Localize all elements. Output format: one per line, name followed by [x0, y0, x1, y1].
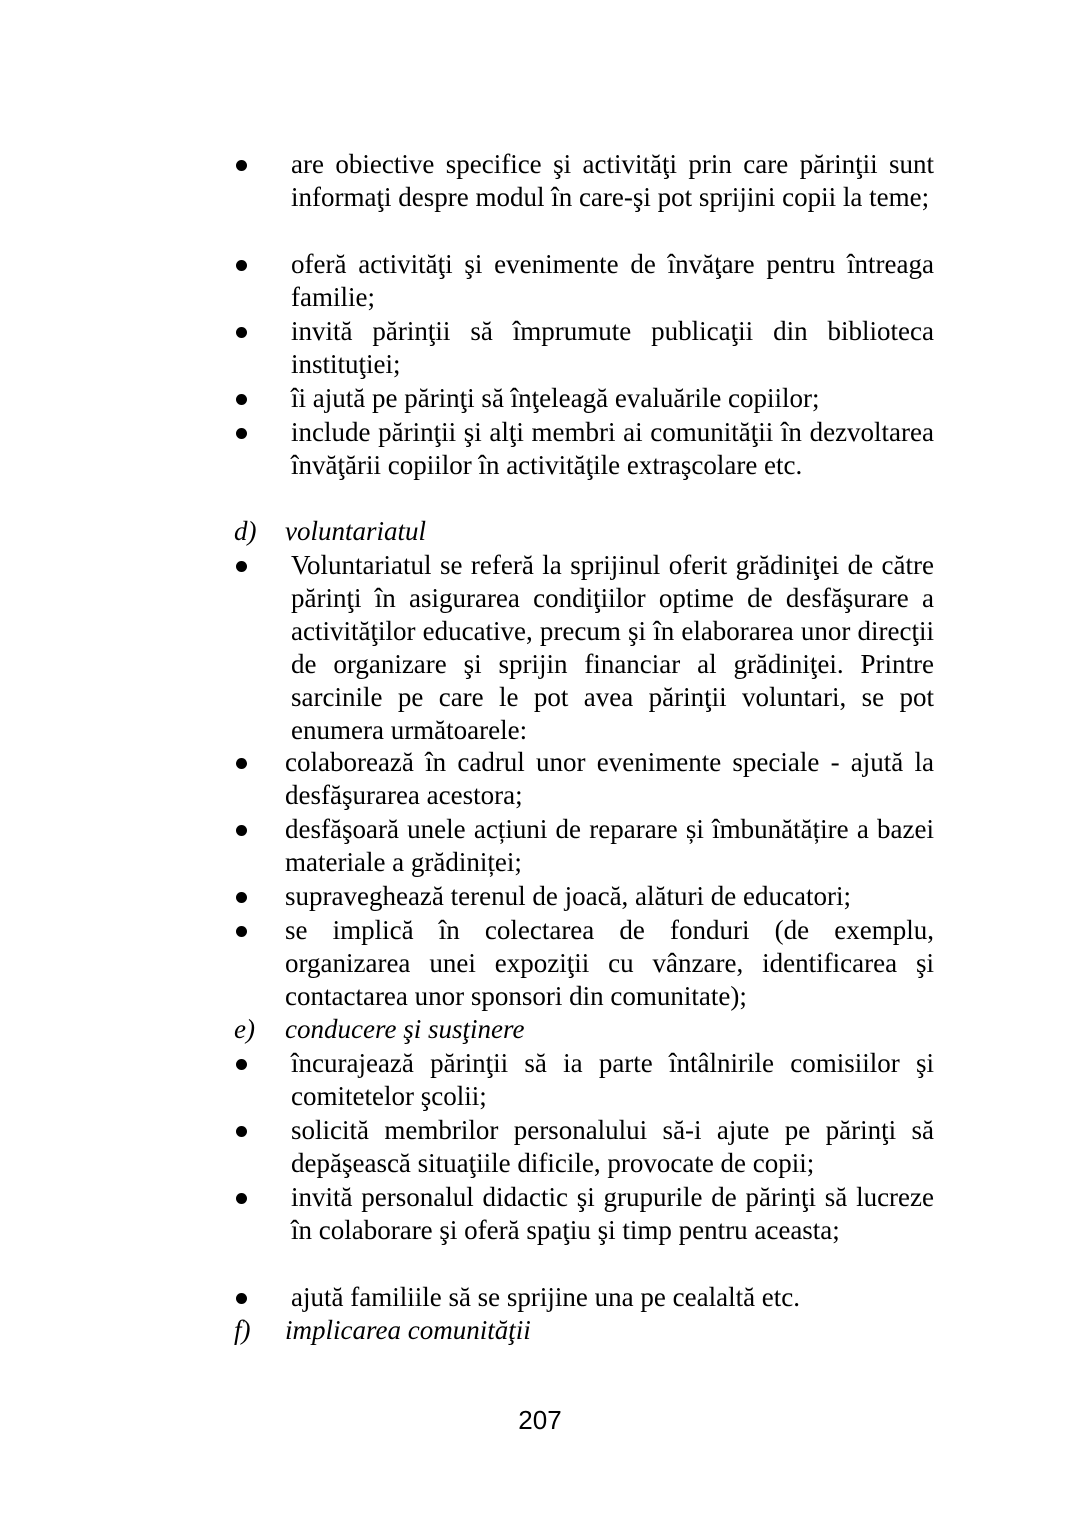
list-item-text: are obiective specifice şi activităţi prin care părinţii sunt informaţi despre modul în care-şi pot sprijini copii la teme; [291, 149, 934, 212]
list-item-text: include părinţii şi alţi membri ai comunităţii în dezvoltarea învăţării copiilor în activităţile extraşcolare etc. [291, 417, 934, 480]
bullet-icon [236, 260, 247, 271]
list-item-text: solicită membrilor personalului să-i ajute pe părinţi să depăşească situaţiile dificile, provocate de copii; [291, 1115, 934, 1178]
bullet-icon [236, 1293, 247, 1304]
heading-label: d) [234, 516, 257, 546]
list-item-text: oferă activităţi şi evenimente de învăţare pentru întreaga familie; [291, 249, 934, 312]
list-item-text: îi ajută pe părinţi să înţeleagă evaluările copiilor; [291, 383, 820, 413]
bullet-icon [236, 561, 247, 572]
list-item-text: invită părinţii să împrumute publicaţii din biblioteca instituţiei; [291, 316, 934, 379]
list-item-text: Voluntariatul se referă la sprijinul oferit grădiniţei de către părinţi în asigurarea condiţiilor optime de desfăşurare a activităţilor educative, precum şi în elaborarea unor direcţii de organizare şi sprijin financiar al grădiniţei. Printre sarcinile pe care le pot avea părinţii voluntari, se pot enumera următoarele: [291, 550, 934, 745]
heading-text: conducere şi susţinere [285, 1014, 525, 1044]
list-item-text: supraveghează terenul de joacă, alături de educatori; [285, 881, 851, 911]
heading-label: e) [234, 1014, 255, 1044]
bullet-icon [236, 327, 247, 338]
bullet-icon [236, 1059, 247, 1070]
heading-text: implicarea comunităţii [285, 1315, 531, 1345]
page-number: 207 [518, 1405, 562, 1435]
bullet-icon [236, 1193, 247, 1204]
list-item-text: ajută familiile să se sprijine una pe cealaltă etc. [291, 1282, 801, 1312]
bullet-icon [236, 428, 247, 439]
list-item-text: colaborează în cadrul unor evenimente speciale - ajută la desfăşurarea acestora; [285, 747, 934, 810]
bullet-icon [236, 394, 247, 405]
list-item-text: încurajează părinţii să ia parte întâlnirile comisiilor şi comitetelor şcolii; [291, 1048, 934, 1111]
bullet-icon [236, 160, 247, 171]
bullet-icon [236, 1126, 247, 1137]
bullet-icon [236, 926, 247, 937]
bullet-icon [236, 825, 247, 836]
list-item-text: invită personalul didactic şi grupurile de părinţi să lucreze în colaborare şi oferă spaţiu şi timp pentru aceasta; [291, 1182, 934, 1245]
bullet-icon [236, 892, 247, 903]
heading-text: voluntariatul [285, 516, 426, 546]
bullet-icon [236, 758, 247, 769]
heading-label: f) [234, 1315, 251, 1345]
list-item-text: desfăşoară unele acțiuni de reparare și îmbunătățire a bazei materiale a grădiniței; [285, 814, 934, 877]
list-item-text: se implică în colectarea de fonduri (de exemplu, organizarea unei expoziţii cu vânzare, identificarea şi contactarea unor sponsori din comunitate); [285, 915, 934, 1011]
